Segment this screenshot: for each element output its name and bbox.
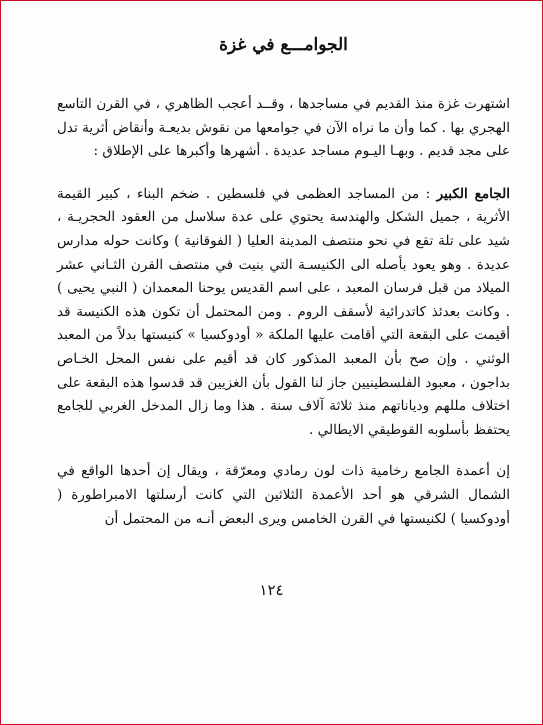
page-number: ١٢٤ bbox=[259, 581, 284, 599]
paragraph-3 bbox=[57, 460, 510, 531]
paragraph-3-text: إن أعمدة الجامع رخامية ذات لون رمادي ومعرّقة ، ويقال إن أحدها الواقع في الشمال الشرقي هو أحد الأعمدة الثلاثين التي كانت أرسلتها الامبراطورة ( أودوكسيا ) لكنيستها في القرن الخامس ويرى البعض أنـه من المحتمل أن bbox=[57, 463, 510, 527]
paragraph-2 bbox=[57, 183, 510, 443]
paragraph-2-text: : من المساجد العظمى في فلسطين . ضخم البناء ، كبير القيمة الأثرية ، جميل الشكل والهندسة يحتوي على عدة سلاسل من العقود الحجريـة ، شيد على تلة تقع في نحو منتصف المدينة العليا ( الفوقانية ) وكانت حوله مدارس عديدة . وهو يعود بأصله الى الكنيسـة التي بنيت في منتصف القرن الثـاني عشر الميلاد من قبل فرسان المعبد ، على اسم القديس يوحنا المعمدان ( النبي يحيى ) . وكانت بعدئذ كاتدرائية لأسقف الروم . ومن المحتمل أن تكون هذه الكنيسة قد أقيمت على البقعة التي أقامت عليها الملكة « أودوكسيا » كنيستها بدلاً من المعبد الوثني . وإن صح بأن المعبد المذكور كان قد أقيم على نفس المحل الخـاص بداجون ، معبود الفلسطينيين جاز لنا القول بأن الغزيين قد قدسوا هذه البقعة على اختلاف مللهم ودياناتهم منذ ثلاثة آلاف سنة . هذا وما زال المدخل الغربي للجامع يحتفظ بأسلوبه القوطيقي الايطالي . bbox=[57, 185, 510, 438]
paragraph-2-lead: الجامع الكبير bbox=[436, 185, 511, 202]
page-title: الجوامـــع في غزة bbox=[219, 35, 348, 55]
paragraph-1 bbox=[57, 93, 510, 164]
page-content bbox=[57, 35, 510, 550]
paragraph-1-text: اشتهرت غزة منذ القديم في مساجدها ، وقــد أعجب الظاهري ، في القرن التاسع الهجري بها . كما وأن ما نراه الآن في جوامعها من نقوش بديعـة وأنقاض أثرية تدل على مجد قديم . وبهـا اليـوم مساجد عديدة . أشهرها وأكبرها على الإطلاق : bbox=[57, 96, 510, 160]
